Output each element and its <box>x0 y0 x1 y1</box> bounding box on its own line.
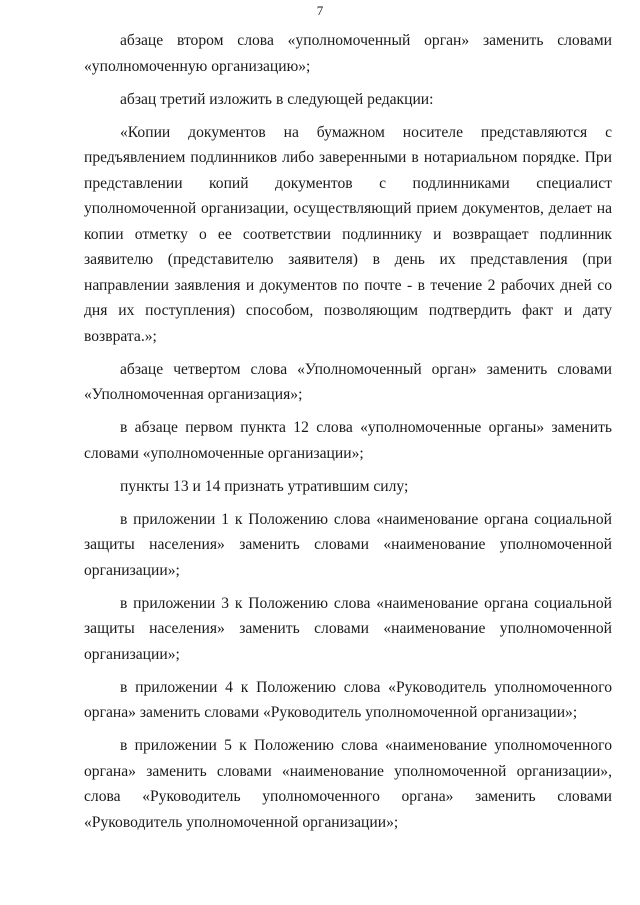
paragraph-5: в абзаце первом пункта 12 слова «уполномоченные органы» заменить словами «уполномоченные организации»; <box>84 419 612 462</box>
paragraph-8: в приложении 3 к Положению слова «наименование органа социальной защиты населения» заменить словами «наименование уполномоченной организации»; <box>84 594 612 663</box>
paragraph-4: абзаце четвертом слова «Уполномоченный орган» заменить словами «Уполномоченная организация»; <box>84 360 612 403</box>
paragraph-1: абзаце втором слова «уполномоченный орган» заменить словами «уполномоченную организацию»; <box>84 32 612 75</box>
paragraph-9: в приложении 4 к Положению слова «Руководитель уполномоченного органа» заменить словами «Руководитель уполномоченной организации»; <box>84 678 612 721</box>
paragraph-7: в приложении 1 к Положению слова «наименование органа социальной защиты населения» заменить словами «наименование уполномоченной организации»; <box>84 510 612 579</box>
paragraph-6: пункты 13 и 14 признать утратившим силу; <box>120 477 409 495</box>
paragraph-2: абзац третий изложить в следующей редакции: <box>120 90 434 108</box>
paragraph-10: в приложении 5 к Положению слова «наименование уполномоченного органа» заменить словами «наименование уполномоченной организации», слова «Руководитель уполномоченного органа» заменить словами «Руководитель уполномоченной организации»; <box>84 737 612 831</box>
paragraph-3: «Копии документов на бумажном носителе представляются с предъявлением подлинников либо заверенными в нотариальном порядке. При представлении копий документов с подлинниками специалист уполномоченной организации, осуществляющий прием документов, делает на копии отметку о ее соответствии подлиннику и возвращает подлинник заявителю (представителю заявителя) в день их представления (при направлении заявления и документов по почте - в течение 2 рабочих дней со дня их поступления) способом, позволяющим подтвердить факт и дату возврата.»; <box>84 123 612 345</box>
document-body <box>84 28 612 843</box>
page-number: 7 <box>316 3 324 18</box>
